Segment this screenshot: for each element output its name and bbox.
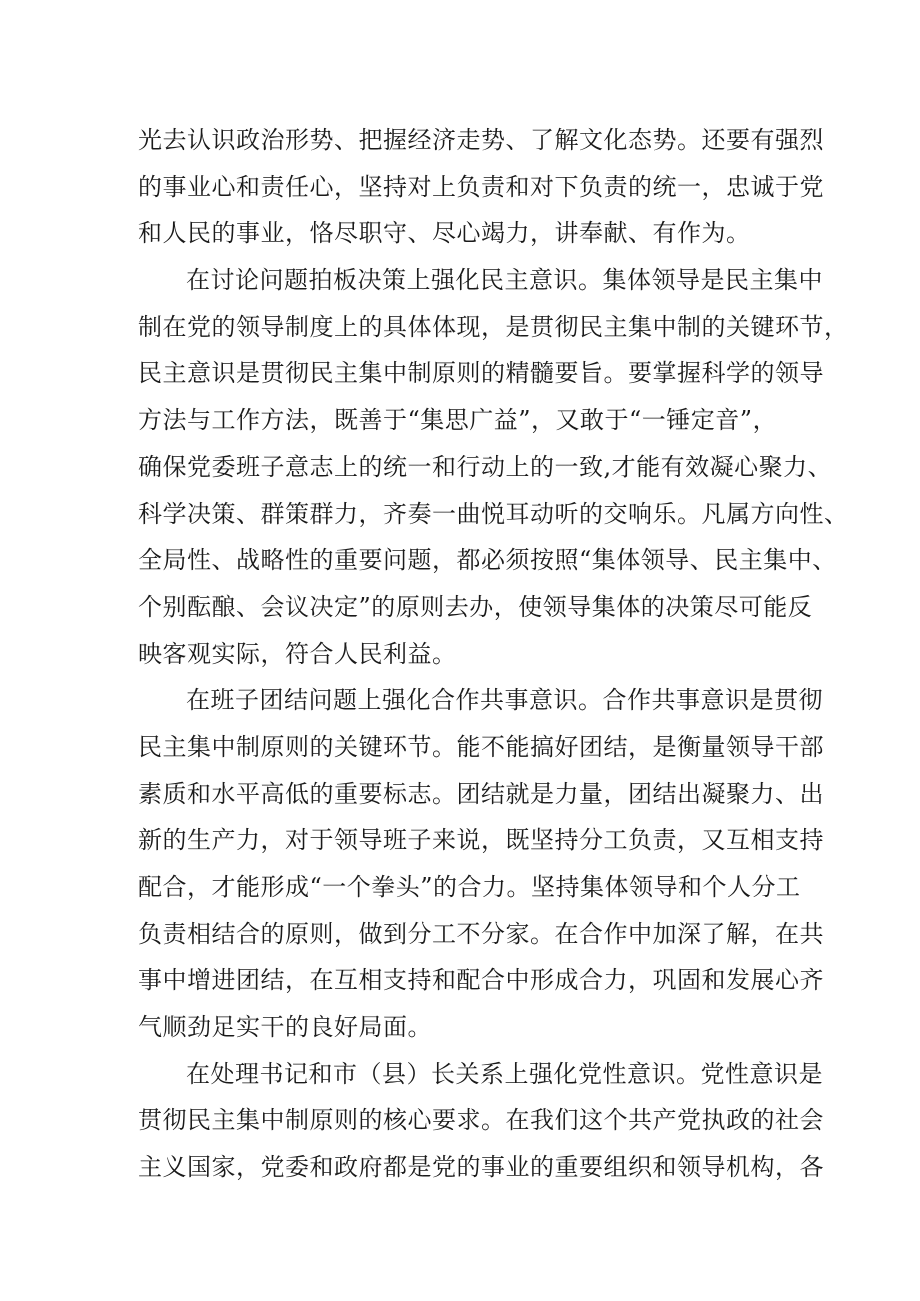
text-line: 贯彻民主集中制原则的核心要求。在我们这个共产党执政的社会 <box>138 1106 824 1135</box>
text-line: 气顺劲足实干的良好局面。 <box>138 1013 432 1042</box>
paragraph-start-line: 在讨论问题拍板决策上强化民主意识。集体领导是民主集中 <box>186 266 823 295</box>
text-line: 和人民的事业，恪尽职守、尽心竭力，讲奉献、有作为。 <box>138 219 751 248</box>
text-line: 配合，才能形成“一个拳头”的合力。坚持集体领导和个人分工 <box>138 873 801 901</box>
text-line: 映客观实际，符合人民利益。 <box>138 639 457 668</box>
text-line: 全局性、战略性的重要问题，都必须按照“集体领导、民主集中、 <box>138 546 837 575</box>
text-line: 的事业心和责任心，坚持对上负责和对下负责的统一，忠诚于党 <box>138 172 824 201</box>
text-line: 科学决策、群策群力，齐奏一曲悦耳动听的交响乐。凡属方向性、 <box>138 499 849 528</box>
text-line: 素质和水平高低的重要标志。团结就是力量，团结出凝聚力、出 <box>138 779 824 808</box>
text-line: 光去认识政治形势、把握经济走势、了解文化态势。还要有强烈 <box>138 126 824 154</box>
paragraph-start-line: 在班子团结问题上强化合作共事意识。合作共事意识是贯彻 <box>186 686 823 715</box>
text-line: 新的生产力，对于领导班子来说，既坚持分工负责，又互相支持 <box>138 826 824 855</box>
paragraph-start-line: 在处理书记和市（县）长关系上强化党性意识。党性意识是 <box>186 1059 823 1088</box>
text-line: 负责相结合的原则，做到分工不分家。在合作中加深了解，在共 <box>138 919 824 948</box>
text-line: 民主意识是贯彻民主集中制原则的精髓要旨。要掌握科学的领导 <box>138 359 824 388</box>
text-line: 个别酝酿、会议决定”的原则去办，使领导集体的决策尽可能反 <box>138 592 813 621</box>
text-line: 制在党的领导制度上的具体体现，是贯彻民主集中制的关键环节， <box>138 312 849 341</box>
body-text <box>138 117 849 1191</box>
text-line: 确保党委班子意志上的统一和行动上的一致,才能有效凝心聚力、 <box>138 452 833 481</box>
text-line: 事中增进团结，在互相支持和配合中形成合力，巩固和发展心齐 <box>138 966 824 995</box>
text-line: 民主集中制原则的关键环节。能不能搞好团结，是衡量领导干部 <box>138 732 824 761</box>
text-line: 方法与工作方法，既善于“集思广益”，又敢于“一锤定音”， <box>138 406 778 435</box>
text-line: 主义国家，党委和政府都是党的事业的重要组织和领导机构，各 <box>138 1153 824 1182</box>
